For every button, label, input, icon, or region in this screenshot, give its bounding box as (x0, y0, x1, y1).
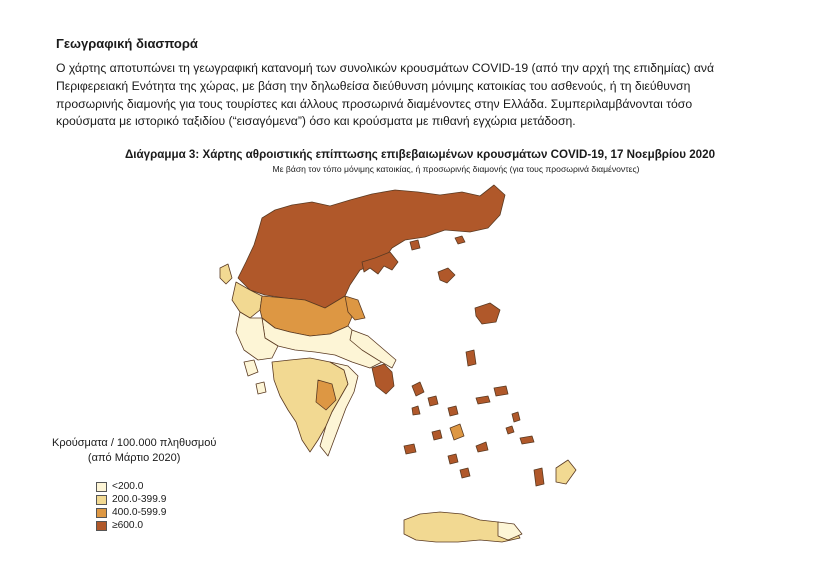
legend-label: 200.0-399.9 (112, 494, 167, 505)
legend-swatch (96, 495, 107, 505)
island-paros (432, 430, 442, 440)
island-lesvos (475, 303, 500, 324)
legend-item (96, 480, 216, 493)
island-ikaria (476, 396, 490, 404)
map-legend (52, 436, 216, 532)
paragraph-line: προσωρινής διαμονής για τους τουρίστες και άλλους προσωρινά διαμένοντες στην Ελλάδα. Συμπεριλαμβάνονται τόσο (56, 96, 693, 111)
map-subtitle: Με βάση τον τόπο μόνιμης κατοικίας, ή προσωρινής διαμονής (για τους προσωρινά διαμένοντες) (272, 164, 640, 174)
island-kalymnos (506, 426, 514, 434)
island-ios (448, 454, 458, 464)
legend-title-line: (από Μάρτιο 2020) (87, 452, 181, 464)
island-mykonos (448, 406, 458, 416)
legend-item (96, 506, 216, 519)
island-milos (404, 444, 416, 454)
section-heading: Γεωγραφική διασπορά (56, 36, 198, 51)
island-tinos (428, 396, 438, 406)
island-rhodes (556, 460, 576, 484)
island-samothraki (455, 236, 465, 244)
legend-swatch (96, 508, 107, 518)
island-kos (520, 436, 534, 444)
island-santorini (460, 468, 470, 478)
legend-label: ≥600.0 (112, 520, 144, 531)
island-naxos (450, 424, 464, 440)
paragraph-line: κρούσματα με ιστορικό ταξιδίου (“εισαγόμενα”) όσο και κρούσματα με πιθανή εγχώρια μετάδοση. (56, 114, 576, 129)
paragraph-line: Περιφερειακή Ενότητα της χώρας, με βάση την δηλωθείσα διεύθυνση μόνιμης κατοικίας του ασθενούς, ή τη διεύθυνση (56, 78, 691, 93)
legend-item (96, 519, 216, 532)
island-amorgos (476, 442, 488, 452)
island-kefalonia (244, 360, 258, 376)
legend-title (52, 436, 216, 466)
island-syros (412, 406, 420, 415)
region-macedonia-thrace (238, 185, 505, 308)
island-chios (466, 350, 476, 366)
island-zakynthos (256, 382, 266, 394)
region-attica (372, 364, 394, 394)
paragraph-line: Ο χάρτης αποτυπώνει τη γεωγραφική κατανομή των συνολικών κρουσμάτων COVID-19 (από την αρχή της επιδημίας) ανά (56, 61, 715, 75)
legend-label: 400.0-599.9 (112, 507, 167, 518)
island-leros (512, 412, 520, 422)
legend-item (96, 493, 216, 506)
island-thasos (410, 240, 420, 250)
island-limnos (438, 268, 455, 283)
island-karpathos (534, 468, 544, 486)
legend-title-line: Κρούσματα / 100.000 πληθυσμού (52, 437, 217, 449)
legend-swatch (96, 521, 107, 531)
island-samos (494, 386, 508, 396)
map-title: Διάγραμμα 3: Χάρτης αθροιστικής επίπτωσης επιβεβαιωμένων κρουσμάτων COVID-19, 17 Νοεμβρίου 2020 (124, 148, 716, 161)
island-corfu (220, 264, 232, 284)
legend-label: <200.0 (112, 481, 144, 492)
legend-swatch (96, 482, 107, 492)
island-andros (412, 382, 424, 396)
